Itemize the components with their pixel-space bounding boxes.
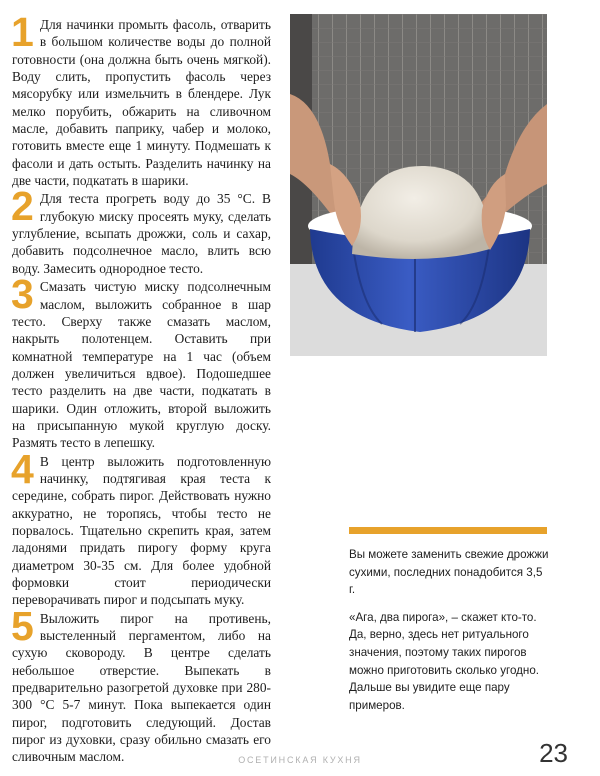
dough-in-bowl-illustration — [290, 14, 547, 356]
step-1 — [11, 9, 271, 189]
sidebar-note: «Ага, два пирога», – скажет кто-то. Да, верно, здесь нет ритуального значения, поэтому таких пирогов можно приготовить сколько угодно. Дальше вы увидите еще пару примеров. — [349, 610, 539, 712]
step-4 — [11, 445, 271, 609]
running-footer: ОСЕТИНСКАЯ КУХНЯ — [238, 755, 362, 765]
step-number: 5 — [11, 602, 34, 649]
step-3 — [11, 271, 271, 451]
step-number: 4 — [11, 445, 34, 492]
step-text: Для начинки промыть фасоль, отварить в большом количестве воды до полной готовности (она должна быть очень мягкой). Воду слить, пропустить фасоль через мясорубку или измельчить в блендере. Лук мелко порубить, обжарить на сливочном масле, добавить паприку, чабер и молоко, готовить вместе еще 1 минуту. Подмешать к фасоли и дать остыть. Разделить начинку на две части, подкатать в шарики. — [12, 17, 271, 189]
step-number: 2 — [11, 183, 34, 230]
sidebar-note: Вы можете заменить свежие дрожжи сухими, последних понадобится 3,5 г. — [349, 548, 549, 597]
sidebar-notes — [349, 546, 549, 724]
step-text: Для теста прогреть воду до 35 °С. В глубокую миску просеять муку, сделать углубление, всыпать дрожжи, соль и сахар, добавить подсолнечное масло, влить всю воду. Замесить однородное тесто. — [12, 191, 271, 276]
accent-divider — [349, 527, 547, 534]
step-text: Смазать чистую миску подсолнечным маслом, выложить собранное в шар тесто. Сверху также смазать маслом, накрыть полотенцем. Оставить при комнатной температуре на 1 час (объем должен увеличиться вдвое). Подошедшее тесто разделить на две части, подкатать в шарики. Один отложить, второй выложить на присыпанную мукой круглую доску. Размять тесто в лепешку. — [12, 279, 271, 451]
step-text: В центр выложить подготовленную начинку, подтягивая края теста к середине, собрать пирог. Действовать нужно аккуратно, не торопясь, чтобы тесто не порвалось. Тщательно скрепить края, затем ладонями придать пирогу форму круга диаметром 30-35 см. Для более удобной формовки стоит периодически переворачивать пирог и подсыпать муку. — [12, 453, 271, 608]
page-number: 23 — [539, 738, 568, 768]
step-number: 3 — [11, 271, 34, 318]
step-2 — [11, 183, 271, 277]
step-5 — [11, 602, 271, 766]
recipe-steps — [11, 9, 271, 767]
dough-photo — [290, 14, 547, 356]
step-text: Выложить пирог на противень, выстеленный пергаментом, либо на сухую сковороду. В центре сделать небольшое отверстие. Выпекать в предварительно разогретой духовке при 280-300 °С 5-7 минут. Пока выпекается один пирог, подготовить следующий. Достав пирог из духовки, сразу обильно смазать его сливочным маслом. — [12, 610, 271, 765]
step-number: 1 — [11, 9, 34, 55]
